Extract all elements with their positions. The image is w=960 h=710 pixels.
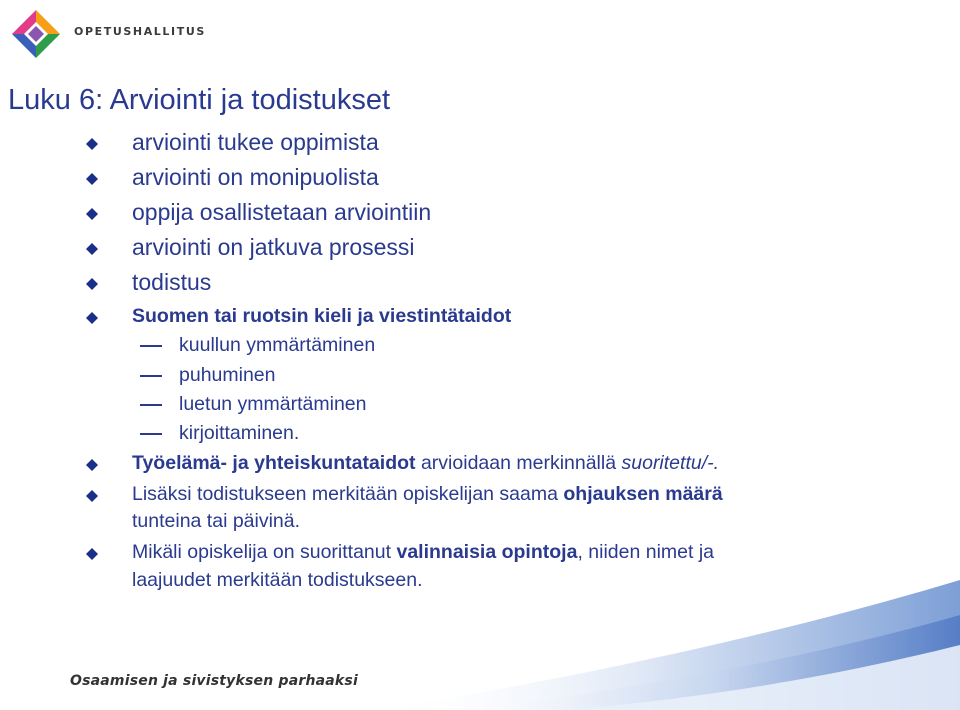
diamond-bullet-icon — [86, 278, 98, 290]
slide-title: Luku 6: Arviointi ja todistukset — [8, 84, 391, 116]
diamond-bullet-icon — [86, 173, 98, 185]
opetushallitus-logo-icon — [8, 6, 64, 62]
org-slogan: Osaamisen ja sivistyksen parhaaksi — [70, 673, 358, 689]
diamond-bullet-icon — [86, 243, 98, 255]
dash-bullet-icon — [140, 345, 162, 347]
diamond-bullet-icon — [86, 459, 98, 471]
org-name: OPETUSHALLITUS — [74, 25, 206, 38]
diamond-bullet-icon — [86, 548, 98, 560]
diamond-bullet-icon — [86, 208, 98, 220]
dash-bullet-icon — [140, 404, 162, 406]
diamond-bullet-icon — [86, 490, 98, 502]
dash-bullet-icon — [140, 375, 162, 377]
diamond-bullet-icon — [86, 312, 98, 324]
dash-bullet-icon — [140, 433, 162, 435]
diamond-bullet-icon — [86, 138, 98, 150]
